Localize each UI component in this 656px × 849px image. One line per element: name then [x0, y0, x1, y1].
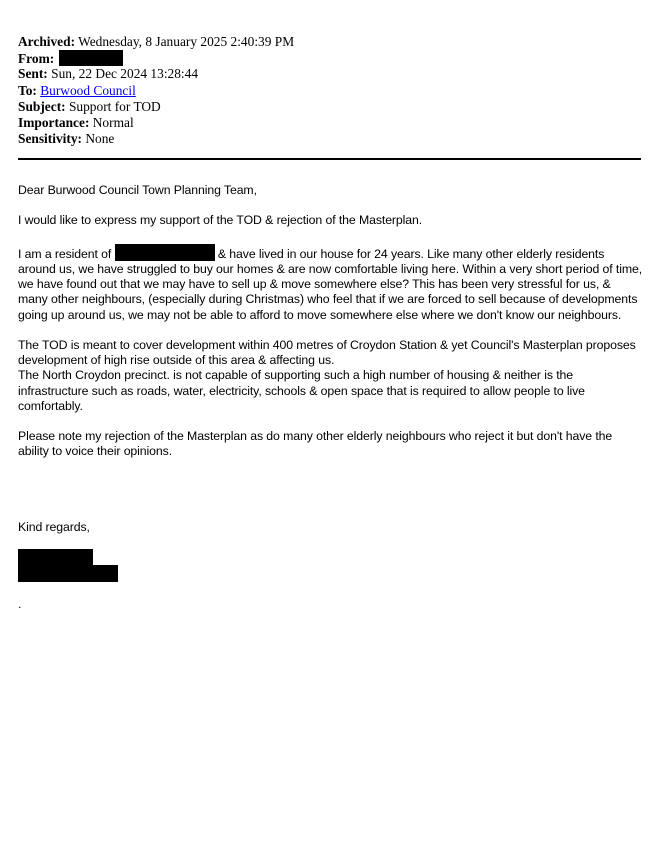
- importance-value: Normal: [92, 114, 134, 130]
- sensitivity-row: [18, 131, 294, 147]
- sent-value: Sun, 22 Dec 2024 13:28:44: [51, 66, 199, 82]
- archived-label: Archived:: [18, 34, 76, 49]
- from-label: From:: [18, 51, 55, 67]
- closing: Kind regards,: [18, 520, 90, 534]
- residence-prefix: I am a resident of: [18, 246, 112, 261]
- paragraph-support: I would like to express my support of the TOD & rejection of the Masterplan.: [18, 213, 423, 228]
- from-redaction: [59, 50, 123, 66]
- to-label: To:: [18, 82, 37, 98]
- archived-row: [18, 34, 294, 50]
- signature-redaction-bottom: [18, 565, 118, 582]
- sensitivity-label: Sensitivity:: [18, 131, 82, 147]
- to-recipient-link[interactable]: Burwood Council: [40, 82, 136, 98]
- subject-value: Support for TOD: [68, 98, 161, 114]
- paragraph-residence: [18, 244, 643, 323]
- subject-row: [18, 99, 294, 115]
- closing-block: [18, 520, 643, 550]
- end-mark: .: [18, 597, 22, 611]
- signature-redaction: [18, 549, 118, 582]
- from-row: [18, 50, 294, 66]
- email-body: [18, 183, 643, 475]
- importance-row: [18, 115, 294, 131]
- paragraph-rejection: Please note my rejection of the Masterplan as do many other elderly neighbours who reject it but don't have the ability to voice their opinions.: [18, 429, 613, 459]
- sent-row: [18, 66, 294, 82]
- to-row: [18, 83, 294, 99]
- signature-redaction-top: [18, 549, 93, 566]
- subject-label: Subject:: [18, 98, 66, 114]
- address-redaction: [115, 244, 215, 261]
- sensitivity-value: None: [85, 131, 115, 147]
- residence-text: & have lived in our house for 24 years. Like many other elderly residents around us, we have struggled to buy our homes & are now comfortable living here. Within a very short period of time, we have found out that we may have to sell up & move somewhere else? This has been very stressful for us, & many other neighbours, (especially during Christmas) who feel that if we are forced to sell because of developments going up around us, we may not be able to afford to move somewhere else where we don't know our neighbours.: [18, 246, 643, 322]
- sent-label: Sent:: [18, 66, 48, 82]
- precinct-line: The North Croydon precinct. is not capable of supporting such a high number of housing & neither is the infrastructure such as roads, water, electricity, schools & open space that is required to allow people to live comfortably.: [18, 368, 585, 413]
- importance-label: Importance:: [18, 114, 90, 130]
- header-divider: [18, 158, 641, 160]
- archived-value: Wednesday, 8 January 2025 2:40:39 PM: [78, 34, 295, 49]
- email-header: [18, 34, 294, 147]
- greeting: Dear Burwood Council Town Planning Team,: [18, 183, 257, 197]
- paragraph-tod: [18, 338, 643, 414]
- tod-line: The TOD is meant to cover development within 400 metres of Croydon Station & yet Council's Masterplan proposes development of high rise outside of this area & affecting us.: [18, 337, 636, 368]
